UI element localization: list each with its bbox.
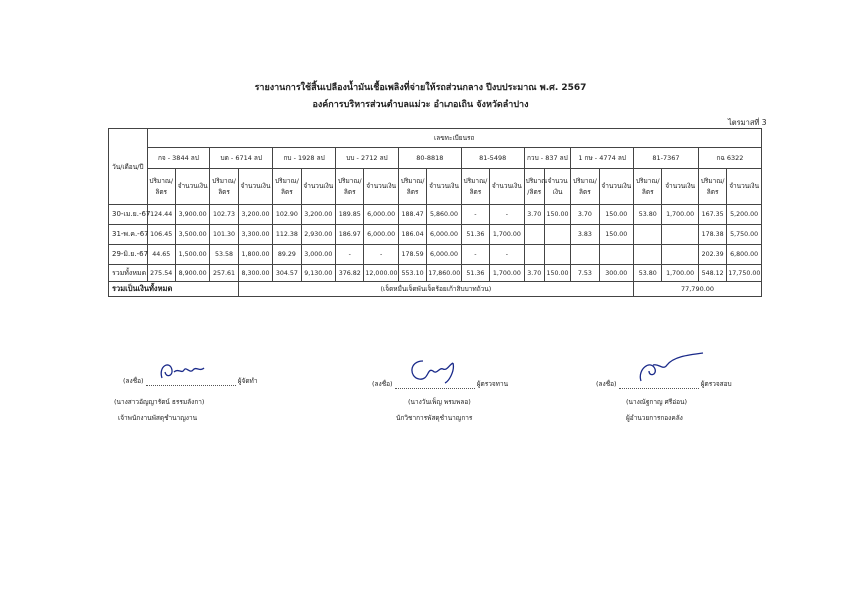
table-cell: 186.04 [398,225,426,245]
total-cell: 376.82 [336,265,364,282]
total-cell: 275.54 [147,265,175,282]
report-title: รายงานการใช้สิ้นเปลืองน้ำมันเชื้อเพลิงที่จ่ายให้รถส่วนกลาง ปีงบประมาณ พ.ศ. 2567 [254,83,587,93]
table-cell: 5,750.00 [727,225,762,245]
table-cell: 3,900.00 [175,205,209,225]
grand-total-text: (เจ็ดหมื่นเจ็ดพันเจ็ดร้อยเก้าสิบบาทถ้วน) [238,282,633,297]
table-cell: - [490,245,524,265]
table-cell [544,245,570,265]
table-cell [662,225,699,245]
amount-header: จำนวนเงิน [662,169,699,205]
table-cell: 167.35 [698,205,726,225]
signature-line [619,380,699,389]
table-cell: 44.65 [147,245,175,265]
total-cell: 300.00 [599,265,633,282]
quantity-header: ปริมาณ/ ลิตร [273,169,301,205]
table-cell: 3.83 [571,225,599,245]
vehicle-plate-header: บต - 6714 ลป [210,148,273,169]
vehicle-plate-header: 1 กษ - 4774 ลป [571,148,634,169]
table-cell: 3,200.00 [301,205,335,225]
table-cell: 6,000.00 [364,205,398,225]
vehicle-plate-header: 80-8818 [398,148,461,169]
table-cell: 1,700.00 [490,225,524,245]
organization-title: องค์การบริหารส่วนตำบลแม่วะ อำเภอเถิน จังหวัดลำปาง [312,100,529,110]
table-cell: - [336,245,364,265]
table-cell: 150.00 [599,225,633,245]
table-cell: 1,500.00 [175,245,209,265]
sign-prefix: (ลงชื่อ) [123,377,144,385]
table-cell: 6,000.00 [427,245,461,265]
table-row [109,225,762,245]
table-cell: 124.44 [147,205,175,225]
quantity-header: ปริมาณ/ ลิตร [461,169,489,205]
total-cell: 53.80 [634,265,662,282]
handwritten-signature-icon [629,351,709,387]
vehicle-plate-header: 81-5498 [461,148,524,169]
table-cell: 3,000.00 [301,245,335,265]
vehicle-plate-header: กฉ 6322 [698,148,761,169]
table-cell: 3,200.00 [238,205,272,225]
quarter-label: ไตรมาสที่ 3 [728,118,767,127]
table-cell: 2,930.00 [301,225,335,245]
total-cell: 548.12 [698,265,726,282]
total-cell: 7.53 [571,265,599,282]
table-cell: 188.47 [398,205,426,225]
total-cell: 8,300.00 [238,265,272,282]
total-cell: 51.36 [461,265,489,282]
total-cell: 553.10 [398,265,426,282]
row-date: 30-เม.ย.-67 [109,205,148,225]
table-cell: 6,000.00 [364,225,398,245]
table-cell: 150.00 [599,205,633,225]
table-cell: 150.00 [544,205,570,225]
signature-block-preparer [123,376,257,386]
vehicle-plate-header: กจ - 3844 ลป [147,148,210,169]
table-cell: 6,800.00 [727,245,762,265]
total-cell: 12,000.00 [364,265,398,282]
quantity-header: ปริมาณ/ ลิตร [571,169,599,205]
amount-header: จำนวนเงิน [238,169,272,205]
table-cell [571,245,599,265]
signature-block-reviewer [372,379,508,389]
table-cell: 202.39 [698,245,726,265]
row-date: 29-มิ.ย.-67 [109,245,148,265]
quantity-header: ปริมาณ/ ลิตร [336,169,364,205]
amount-header: จำนวนเงิน [490,169,524,205]
vehicle-plate-header: 81-7367 [634,148,699,169]
sign-role: ผู้จัดทำ [237,377,258,385]
table-cell: 89.29 [273,245,301,265]
table-cell: 1,800.00 [238,245,272,265]
vehicle-plate-header: บบ - 2712 ลป [336,148,399,169]
table-cell: 3,300.00 [238,225,272,245]
vehicle-plate-header: กวบ - 837 ลป [524,148,571,169]
quantity-header: ปริมาณ /ลิตร [524,169,544,205]
auditor-name: (นางณัฐกาญ ศรีอ่อน) [626,398,688,406]
table-cell: 102.90 [273,205,301,225]
grand-total-label: รวมเป็นเงินทั้งหมด [109,282,239,297]
table-row [109,205,762,225]
table-cell [634,225,662,245]
amount-header: จำนวนเงิน [727,169,762,205]
preparer-name: (นางสาวอัญญารัตน์ ธรรมลังกา) [114,398,205,406]
table-cell: 53.58 [210,245,238,265]
date-header: วัน/เดือน/ปี [109,129,148,205]
amount-header: จำนวนเงิน [175,169,209,205]
table-cell [599,245,633,265]
table-cell: 106.45 [147,225,175,245]
table-cell: 5,860.00 [427,205,461,225]
total-cell: 304.57 [273,265,301,282]
total-cell: 8,900.00 [175,265,209,282]
table-cell: 51.36 [461,225,489,245]
table-cell: 5,200.00 [727,205,762,225]
signature-line [395,380,475,389]
row-date: 31-พ.ค.-67 [109,225,148,245]
table-cell [524,225,544,245]
table-cell: 6,000.00 [427,225,461,245]
quantity-header: ปริมาณ/ ลิตร [698,169,726,205]
table-cell: 53.80 [634,205,662,225]
handwritten-signature-icon [156,358,216,384]
table-cell: - [490,205,524,225]
total-cell: 1,700.00 [662,265,699,282]
total-cell: 17,750.00 [727,265,762,282]
table-cell: - [461,205,489,225]
sign-prefix: (ลงชื่อ) [372,380,393,388]
quantity-header: ปริมาณ/ ลิตร [634,169,662,205]
auditor-position: ผู้อำนวยการกองคลัง [626,414,683,422]
total-cell: 9,130.00 [301,265,335,282]
table-row [109,245,762,265]
table-cell: 112.38 [273,225,301,245]
quantity-header: ปริมาณ/ ลิตร [147,169,175,205]
amount-header: จำนวนเงิน [544,169,570,205]
amount-header: จำนวนเงิน [427,169,461,205]
quantity-header: ปริมาณ/ ลิตร [210,169,238,205]
table-cell: - [364,245,398,265]
table-cell: 101.30 [210,225,238,245]
table-cell: 3,500.00 [175,225,209,245]
fuel-report-table [108,128,762,297]
total-cell: 150.00 [544,265,570,282]
total-cell: 1,700.00 [490,265,524,282]
preparer-position: เจ้าพนักงานพัสดุชำนาญงาน [118,414,198,422]
amount-header: จำนวนเงิน [364,169,398,205]
reviewer-name: (นางวันเพ็ญ พรมพลอ) [408,398,471,406]
plate-header: เลขทะเบียนรถ [147,129,761,148]
quantity-header: ปริมาณ/ ลิตร [398,169,426,205]
sign-role: ผู้ตรวจสอบ [700,380,732,388]
signature-block-auditor [596,379,732,389]
total-cell: 257.61 [210,265,238,282]
table-cell: 178.38 [698,225,726,245]
handwritten-signature-icon [403,355,467,387]
total-cell: 17,860.00 [427,265,461,282]
table-cell [662,245,699,265]
table-cell: 189.85 [336,205,364,225]
table-cell: 178.59 [398,245,426,265]
table-cell [524,245,544,265]
table-cell: 3.70 [571,205,599,225]
table-cell [634,245,662,265]
sign-role: ผู้ตรวจทาน [476,380,509,388]
table-cell: 1,700.00 [662,205,699,225]
table-cell: 3.70 [524,205,544,225]
table-cell [544,225,570,245]
table-cell: 186.97 [336,225,364,245]
signature-line [146,377,236,386]
reviewer-position: นักวิชาการพัสดุชำนาญการ [396,414,473,422]
grand-total-amount: 77,790.00 [634,282,762,297]
table-cell: 102.73 [210,205,238,225]
amount-header: จำนวนเงิน [599,169,633,205]
table-cell: - [461,245,489,265]
total-cell: 3.70 [524,265,544,282]
vehicle-plate-header: กบ - 1928 ลป [273,148,336,169]
amount-header: จำนวนเงิน [301,169,335,205]
total-label: รวมทั้งหมด [109,265,148,282]
sign-prefix: (ลงชื่อ) [596,380,617,388]
